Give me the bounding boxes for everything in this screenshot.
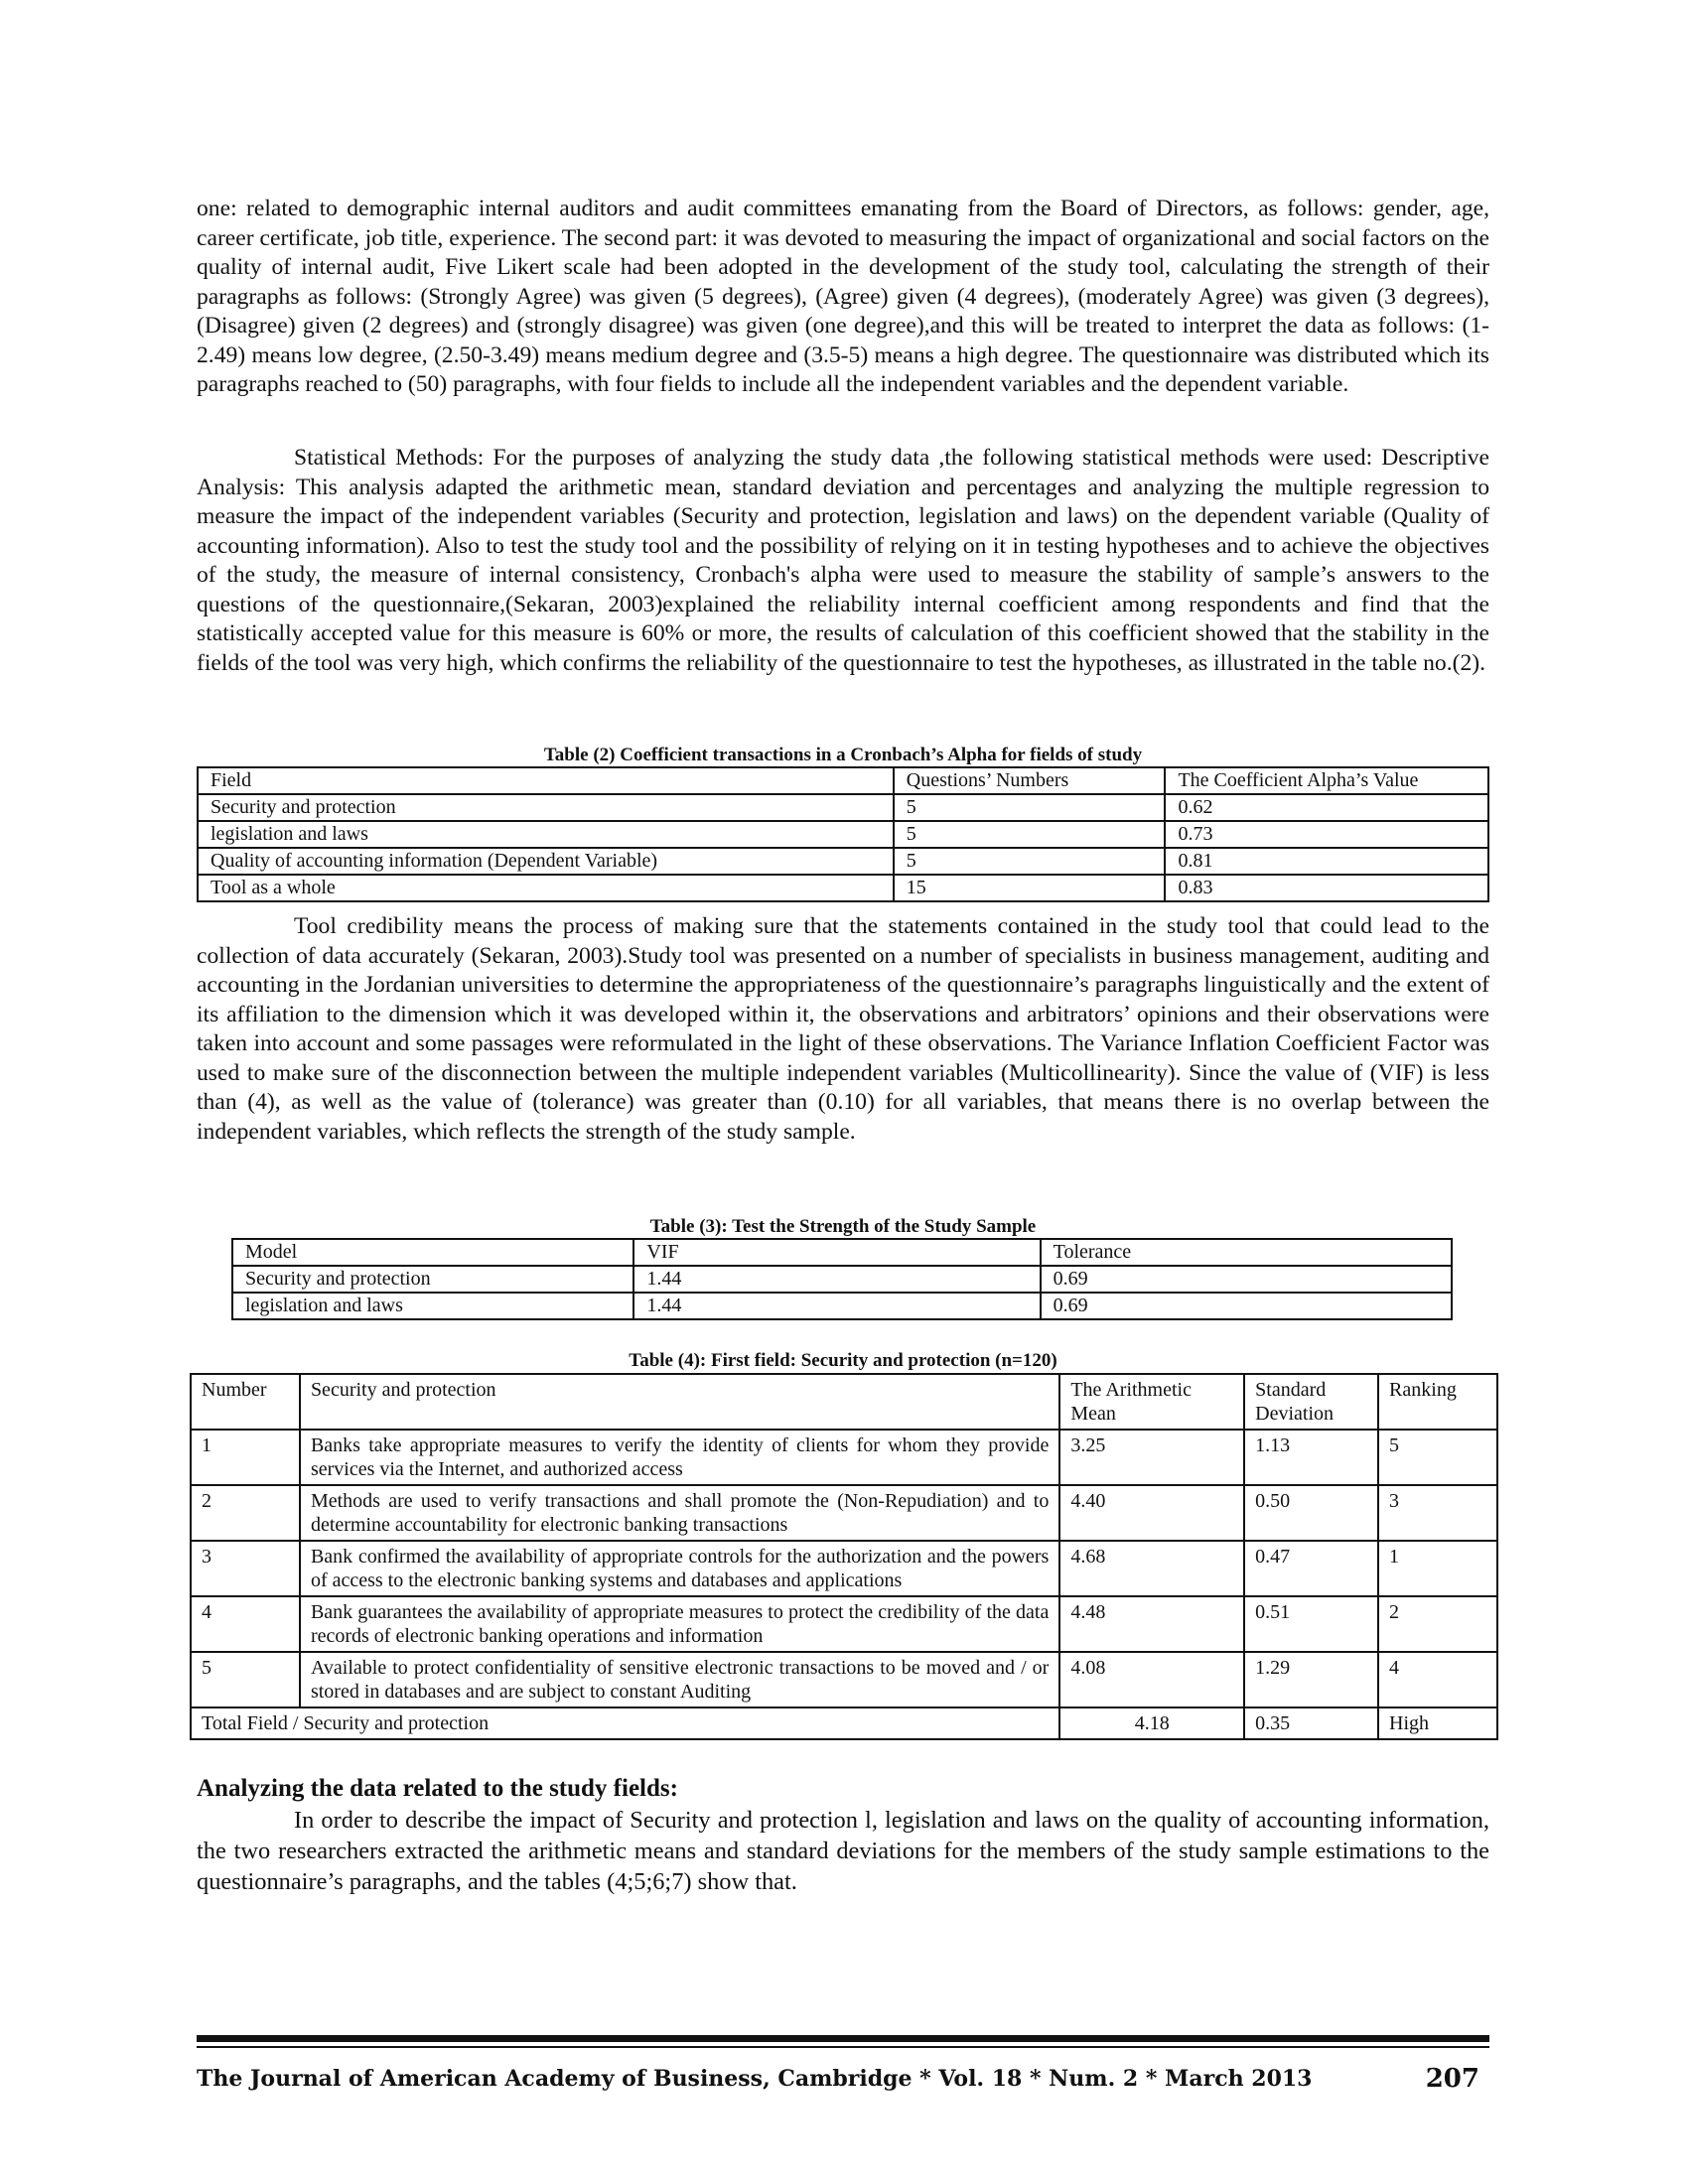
table-cell: 5 bbox=[894, 794, 1166, 821]
table-3-header-row bbox=[232, 1239, 1452, 1266]
table-2 bbox=[197, 766, 1489, 902]
body-text-block-3 bbox=[197, 912, 1489, 1147]
table-cell: Bank confirmed the availability of appropriate controls for the authorization and the powers of access to the electronic banking systems and databases and applications bbox=[300, 1541, 1059, 1596]
section-heading: Analyzing the data related to the study fields: bbox=[197, 1775, 678, 1802]
table-3-header-cell: Model bbox=[232, 1239, 633, 1266]
table-row bbox=[191, 1541, 1497, 1596]
table-cell: 4.08 bbox=[1059, 1652, 1244, 1707]
table-3 bbox=[231, 1238, 1453, 1320]
table-cell: 0.47 bbox=[1244, 1541, 1378, 1596]
table-row bbox=[191, 1596, 1497, 1652]
table-row bbox=[191, 1430, 1497, 1485]
table-cell: 5 bbox=[894, 848, 1166, 875]
footer-rule-thick bbox=[197, 2035, 1489, 2042]
table-cell: 3.25 bbox=[1059, 1430, 1244, 1485]
table-cell: 4 bbox=[1378, 1652, 1497, 1707]
table-cell: 1.44 bbox=[633, 1266, 1040, 1293]
table-cell: 3 bbox=[1378, 1485, 1497, 1541]
table-cell: 4.48 bbox=[1059, 1596, 1244, 1652]
table-total-label: Total Field / Security and protection bbox=[191, 1707, 1059, 1739]
table-total-mean: 4.18 bbox=[1059, 1707, 1244, 1739]
table-2-header-row bbox=[198, 767, 1488, 794]
table-cell: 0.83 bbox=[1165, 875, 1488, 901]
table-cell: legislation and laws bbox=[198, 821, 894, 848]
table-4-header-cell: Ranking bbox=[1378, 1374, 1497, 1430]
table-cell: 4 bbox=[191, 1596, 300, 1652]
body-text-block-1 bbox=[197, 195, 1489, 400]
table-cell: Bank guarantees the availability of appropriate measures to protect the credibility of the data records of electronic banking operations and information bbox=[300, 1596, 1059, 1652]
table-total-ranking: High bbox=[1378, 1707, 1497, 1739]
table-cell: 5 bbox=[1378, 1430, 1497, 1485]
table-row bbox=[198, 794, 1488, 821]
table-cell: 2 bbox=[191, 1485, 300, 1541]
table-cell: Security and protection bbox=[198, 794, 894, 821]
table-cell: 1.29 bbox=[1244, 1652, 1378, 1707]
table-cell: 0.69 bbox=[1041, 1266, 1452, 1293]
table-2-caption: Table (2) Coefficient transactions in a Cronbach’s Alpha for fields of study bbox=[543, 745, 1143, 765]
table-cell: 0.73 bbox=[1165, 821, 1488, 848]
table-cell: Methods are used to verify transactions and shall promote the (Non-Repudiation) and to determine accountability for electronic banking transactions bbox=[300, 1485, 1059, 1541]
table-cell: 0.69 bbox=[1041, 1293, 1452, 1319]
table-4-header-row bbox=[191, 1374, 1497, 1430]
table-4-header-cell: The Arithmetic Mean bbox=[1059, 1374, 1244, 1430]
table-cell: 5 bbox=[191, 1652, 300, 1707]
page-number: 207 bbox=[1425, 2064, 1479, 2094]
paragraph-1: one: related to demographic internal auditors and audit committees emanating from the Board of Directors, as follows: gender, age, career certificate, job title, experience. The second part: it was devoted to measuring the impact of organizational and social factors on the quality of internal audit, Five Likert scale had been adopted in the development of the study tool, calculating the strength of their paragraphs as follows: (Strongly Agree) was given (5 degrees), (Agree) given (4 degrees), (moderately Agree) was given (3 degrees), (Disagree) given (2 degrees) and (strongly disagree) was given (one degree),and this will be treated to interpret the data as follows: (1-2.49) means low degree, (2.50-3.49) means medium degree and (3.5-5) means a high degree. The questionnaire was distributed which its paragraphs reached to (50) paragraphs, with four fields to include all the independent variables and the dependent variable. bbox=[197, 196, 1489, 397]
table-cell: 1.44 bbox=[633, 1293, 1040, 1319]
table-cell: Quality of accounting information (Dependent Variable) bbox=[198, 848, 894, 875]
table-cell: 4.68 bbox=[1059, 1541, 1244, 1596]
table-cell: 0.62 bbox=[1165, 794, 1488, 821]
table-cell: 0.81 bbox=[1165, 848, 1488, 875]
table-cell: legislation and laws bbox=[232, 1293, 633, 1319]
paragraph-3: Tool credibility means the process of making sure that the statements contained in the study tool that could lead to the collection of data accurately (Sekaran, 2003).Study tool was presented on a number of specialists in business management, auditing and accounting in the Jordanian universities to determine the appropriateness of the questionnaire’s paragraphs linguistically and the extent of its affiliation to the dimension which it was developed within it, the observations and arbitrators’ opinions and their observations were taken into account and some passages were reformulated in the light of these observations. The Variance Inflation Coefficient Factor was used to make sure of the disconnection between the multiple independent variables (Multicollinearity). Since the value of (VIF) is less than (4), as well as the value of (tolerance) was greater than (0.10) for all variables, that means there is no overlap between the independent variables, which reflects the strength of the study sample. bbox=[197, 913, 1489, 1145]
table-cell: 5 bbox=[894, 821, 1166, 848]
table-2-header-cell: Field bbox=[198, 767, 894, 794]
table-4-caption: Table (4): First field: Security and protection (n=120) bbox=[629, 1350, 1057, 1371]
table-cell: 3 bbox=[191, 1541, 300, 1596]
footer-rule-thin bbox=[197, 2046, 1489, 2048]
table-cell: Security and protection bbox=[232, 1266, 633, 1293]
table-row bbox=[232, 1293, 1452, 1319]
table-cell: Banks take appropriate measures to verify the identity of clients for whom they provide services via the Internet, and authorized access bbox=[300, 1430, 1059, 1485]
journal-citation: The Journal of American Academy of Business, Cambridge * Vol. 18 * Num. 2 * March 2013 bbox=[197, 2066, 1313, 2092]
table-4-header-cell: Standard Deviation bbox=[1244, 1374, 1378, 1430]
body-text-block-2 bbox=[197, 444, 1489, 678]
table-cell: 0.51 bbox=[1244, 1596, 1378, 1652]
body-text-block-4 bbox=[197, 1805, 1489, 1897]
table-3-header-cell: VIF bbox=[633, 1239, 1040, 1266]
page-footer bbox=[197, 2066, 1489, 2092]
table-cell: Tool as a whole bbox=[198, 875, 894, 901]
table-row bbox=[232, 1266, 1452, 1293]
table-total-deviation: 0.35 bbox=[1244, 1707, 1378, 1739]
table-cell: 2 bbox=[1378, 1596, 1497, 1652]
table-cell: 1 bbox=[1378, 1541, 1497, 1596]
table-cell: 1.13 bbox=[1244, 1430, 1378, 1485]
table-2-header-cell: The Coefficient Alpha’s Value bbox=[1165, 767, 1488, 794]
table-cell: 4.40 bbox=[1059, 1485, 1244, 1541]
table-row bbox=[198, 875, 1488, 901]
table-row bbox=[198, 821, 1488, 848]
table-3-caption: Table (3): Test the Strength of the Study Sample bbox=[649, 1216, 1037, 1237]
table-row bbox=[191, 1652, 1497, 1707]
table-row bbox=[191, 1485, 1497, 1541]
table-3-header-cell: Tolerance bbox=[1041, 1239, 1452, 1266]
table-total-row bbox=[191, 1707, 1497, 1739]
table-row bbox=[198, 848, 1488, 875]
table-4 bbox=[190, 1373, 1498, 1740]
table-cell: 15 bbox=[894, 875, 1166, 901]
table-cell: 1 bbox=[191, 1430, 300, 1485]
paragraph-4: In order to describe the impact of Security and protection l, legislation and laws on the quality of accounting information, the two researchers extracted the arithmetic means and standard deviations for the members of the study sample estimations to the questionnaire’s paragraphs, and the tables (4;5;6;7) show that. bbox=[197, 1807, 1489, 1895]
paragraph-2: Statistical Methods: For the purposes of analyzing the study data ,the following statistical methods were used: Descriptive Analysis: This analysis adapted the arithmetic mean, standard deviation and percentages and analyzing the multiple regression to measure the impact of the independent variables (Security and protection, legislation and laws) on the dependent variable (Quality of accounting information). Also to test the study tool and the possibility of relying on it in testing hypotheses and to achieve the objectives of the study, the measure of internal consistency, Cronbach's alpha were used to measure the stability of sample’s answers to the questions of the questionnaire,(Sekaran, 2003)explained the reliability internal coefficient among respondents and find that the statistically accepted value for this measure is 60% or more, the results of calculation of this coefficient showed that the stability in the fields of the tool was very high, which confirms the reliability of the questionnaire to test the hypotheses, as illustrated in the table no.(2). bbox=[197, 445, 1489, 676]
table-4-header-cell: Security and protection bbox=[300, 1374, 1059, 1430]
table-cell: Available to protect confidentiality of sensitive electronic transactions to be moved and / or stored in databases and are subject to constant Auditing bbox=[300, 1652, 1059, 1707]
table-2-header-cell: Questions’ Numbers bbox=[894, 767, 1166, 794]
table-cell: 0.50 bbox=[1244, 1485, 1378, 1541]
table-4-header-cell: Number bbox=[191, 1374, 300, 1430]
